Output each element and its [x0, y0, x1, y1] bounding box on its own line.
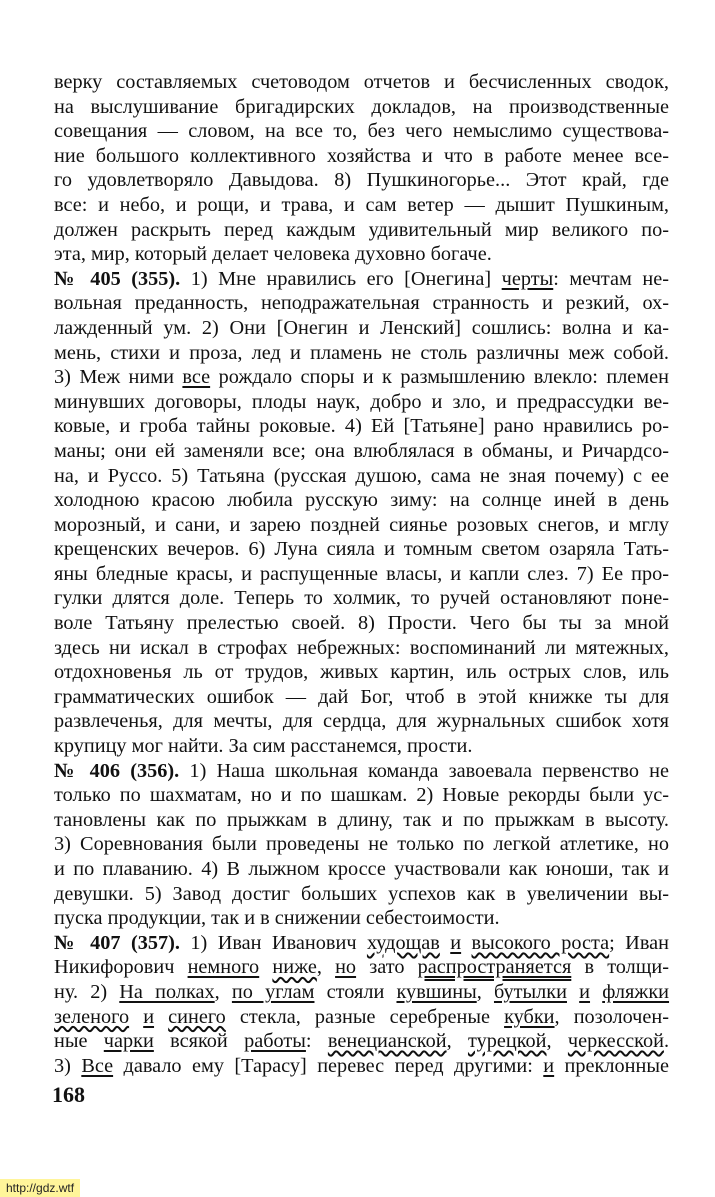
text-fragment: , — [214, 980, 232, 1003]
exercise-407-label: № 407 (357). — [54, 931, 180, 954]
text-fragment — [129, 1006, 143, 1028]
text-fragment — [461, 932, 471, 954]
text-line: крупицу мог найти. За сим расстанемся, прости. — [54, 735, 473, 758]
exercise-405-line — [54, 267, 669, 292]
text-line: девушки. 5) Завод достиг больших успехов как в увеличении вы- — [54, 882, 669, 905]
text-fragment: 1) Мне нравились его [Онегина] — [180, 267, 502, 290]
text-line: тановлены как по прыжкам в длину, так и по прыжкам в высоту. — [54, 808, 669, 831]
text-fragment: 1) Наша школьная команда завоевала первенство не — [179, 759, 669, 782]
text-line — [54, 1054, 669, 1079]
text-fragment: всякой — [153, 1030, 245, 1053]
underlined-word: турецкой — [467, 1030, 547, 1053]
text-fragment — [154, 1006, 168, 1028]
underlined-word: и — [579, 980, 591, 1003]
text-fragment — [567, 981, 579, 1003]
text-line: го удовлетворяло Давыдова. 8) Пушкиногорье... Этот край, где — [54, 169, 669, 192]
text-line: крещенских вечеров. 6) Луна сияла и томным светом озаряла Тать- — [54, 538, 669, 561]
underlined-word: по углам — [231, 980, 315, 1003]
text-fragment: 3) — [54, 1054, 82, 1077]
underlined-word: худощав — [366, 931, 440, 954]
text-line: 3) Соревнования были проведены не только по легкой атлетике, но — [54, 833, 669, 856]
text-line: пуска продукции, так и в снижении себестоимости. — [54, 907, 500, 930]
text-line: воле Татьяну прелестью своей. 8) Прости. Чего бы ты за мной — [54, 612, 669, 635]
text-fragment: : — [305, 1030, 328, 1053]
text-line — [54, 365, 669, 390]
text-line: развлеченья, для мечты, для сердца, для журнальных сшибок хотя — [54, 710, 669, 733]
text-line: лажденный ум. 2) Они [Онегин и Ленский] сошлись: волна и ка- — [54, 316, 669, 339]
text-fragment: , — [476, 980, 494, 1003]
text-fragment: , позолочен- — [554, 1005, 669, 1028]
text-line: на выслушивание бригадирских докладов, на производственные — [54, 95, 669, 118]
text-line: ние большого коллективного хозяйства и что в работе менее все- — [54, 144, 669, 167]
text-fragment: преклонные — [554, 1054, 669, 1077]
text-fragment: Никифорович — [54, 956, 188, 979]
underlined-word: и — [143, 1005, 155, 1028]
text-fragment: рождало споры и к размышлению влекло: племен — [210, 366, 670, 389]
text-line: эта, мир, который делает человека духовно богаче. — [54, 243, 492, 266]
text-line: холодною красою любила русскую зиму: на солнце иней в день — [54, 489, 669, 512]
text-fragment: ные — [54, 1030, 104, 1053]
text-line: грамматических ошибок — дай Бог, чтоб в этой книжке ты для — [54, 685, 669, 708]
text-line: ковые, и гроба тайны роковые. 4) Ей [Татьяне] рано нравились ро- — [54, 415, 669, 438]
text-line: гулки длятся доле. Теперь то холмик, то ручей остановляют поне- — [54, 587, 669, 610]
text-fragment: 1) Иван Иванович — [179, 931, 367, 954]
text-line — [54, 1029, 669, 1054]
underlined-word: высокого роста — [471, 931, 610, 954]
underlined-word: бутылки — [493, 980, 567, 1003]
text-line: должен раскрыть перед каждым удивительный мир великого по- — [54, 218, 669, 241]
text-fragment — [259, 956, 272, 978]
text-line — [54, 955, 669, 980]
text-fragment: : мечтам не- — [553, 267, 669, 290]
underlined-word: черты — [501, 267, 554, 290]
text-line: морозный, и сани, и зарею поздней сиянье розовых снегов, и мглу — [54, 513, 669, 536]
underlined-word: ниже — [272, 956, 317, 979]
underlined-word: Все — [81, 1054, 114, 1077]
text-fragment: стояли — [314, 980, 397, 1003]
text-line: вольная преданность, неподражательная странность и резкий, ох- — [54, 292, 669, 315]
text-line: маны; они ей заменяли все; она влюблялася в обманы, и Ричардсо- — [54, 439, 669, 462]
text-fragment: , — [446, 1030, 468, 1053]
underlined-word: кубки — [504, 1005, 555, 1028]
underlined-word: немного — [187, 956, 260, 979]
underlined-word: кувшины — [396, 980, 477, 1003]
text-fragment: стекла, разные серебреные — [225, 1005, 505, 1028]
underlined-word: все — [182, 366, 211, 389]
underlined-word: работы — [244, 1030, 306, 1053]
text-line — [54, 980, 669, 1005]
text-line: на, и Руссо. 5) Татьяна (русская душою, сама не зная почему) с ее — [54, 464, 669, 487]
text-line: все: и небо, и рощи, и трава, и сам ветер — дышит Пушкиным, — [54, 193, 669, 216]
exercise-406-line — [54, 759, 669, 784]
text-fragment: в толщи- — [571, 956, 670, 979]
watermark-link[interactable]: http://gdz.wtf — [0, 1179, 80, 1197]
page-text — [54, 70, 669, 1078]
text-line: здесь ни искал в строфах небрежных: воспоминаний ли мятежных, — [54, 636, 669, 659]
text-line: яны бледные красы, и распущенные власы, и капли слез. 7) Ее про- — [54, 562, 669, 585]
underlined-word: но — [335, 956, 357, 979]
underlined-word: и — [450, 931, 462, 954]
text-fragment: 3) Меж ними — [54, 366, 183, 389]
text-line: верку составляемых счетоводом отчетов и бесчисленных сводок, — [54, 71, 669, 93]
exercise-407-line — [54, 931, 669, 956]
underlined-word: и — [543, 1054, 555, 1077]
underlined-word: На полках — [119, 980, 215, 1003]
text-fragment — [590, 981, 602, 1003]
underlined-word: распространяется — [417, 956, 572, 979]
page-number: 168 — [52, 1082, 85, 1107]
text-fragment: , — [316, 956, 336, 979]
underlined-word: синего — [168, 1005, 226, 1028]
text-line — [54, 1005, 669, 1030]
text-fragment: , — [546, 1030, 568, 1053]
text-line: и по плаванию. 4) В лыжном кроссе участвовали как юноши, так и — [54, 858, 669, 880]
text-fragment: ; Иван — [609, 931, 669, 954]
underlined-word: чарки — [103, 1030, 154, 1053]
exercise-405-label: № 405 (355). — [54, 267, 181, 290]
text-line: минувших договоры, плоды наук, добро и зло, и предрассудки ве- — [54, 390, 669, 413]
text-line: мень, стихи и проза, лед и пламень не столь различны меж собой. — [54, 341, 669, 364]
underlined-word: венецианской — [327, 1030, 447, 1053]
text-fragment — [440, 932, 450, 954]
text-line: только по шахматам, но и по шашкам. 2) Новые рекорды были ус- — [54, 784, 669, 807]
underlined-word: зеленого — [54, 1005, 130, 1028]
text-line: отдохновенья ль от трудов, живых картин, иль острых слов, иль — [54, 661, 669, 684]
text-fragment: зато — [356, 956, 418, 979]
text-line: совещания — словом, на все то, без чего немыслимо существова- — [54, 120, 669, 143]
underlined-word: черкесской — [567, 1030, 664, 1053]
text-fragment: ну. 2) — [54, 980, 120, 1003]
underlined-word: фляжки — [602, 980, 670, 1003]
text-fragment: давало ему [Тарасу] перевес перед другими: — [113, 1054, 544, 1077]
exercise-406-label: № 406 (356). — [54, 759, 180, 782]
text-fragment: . — [663, 1030, 670, 1053]
